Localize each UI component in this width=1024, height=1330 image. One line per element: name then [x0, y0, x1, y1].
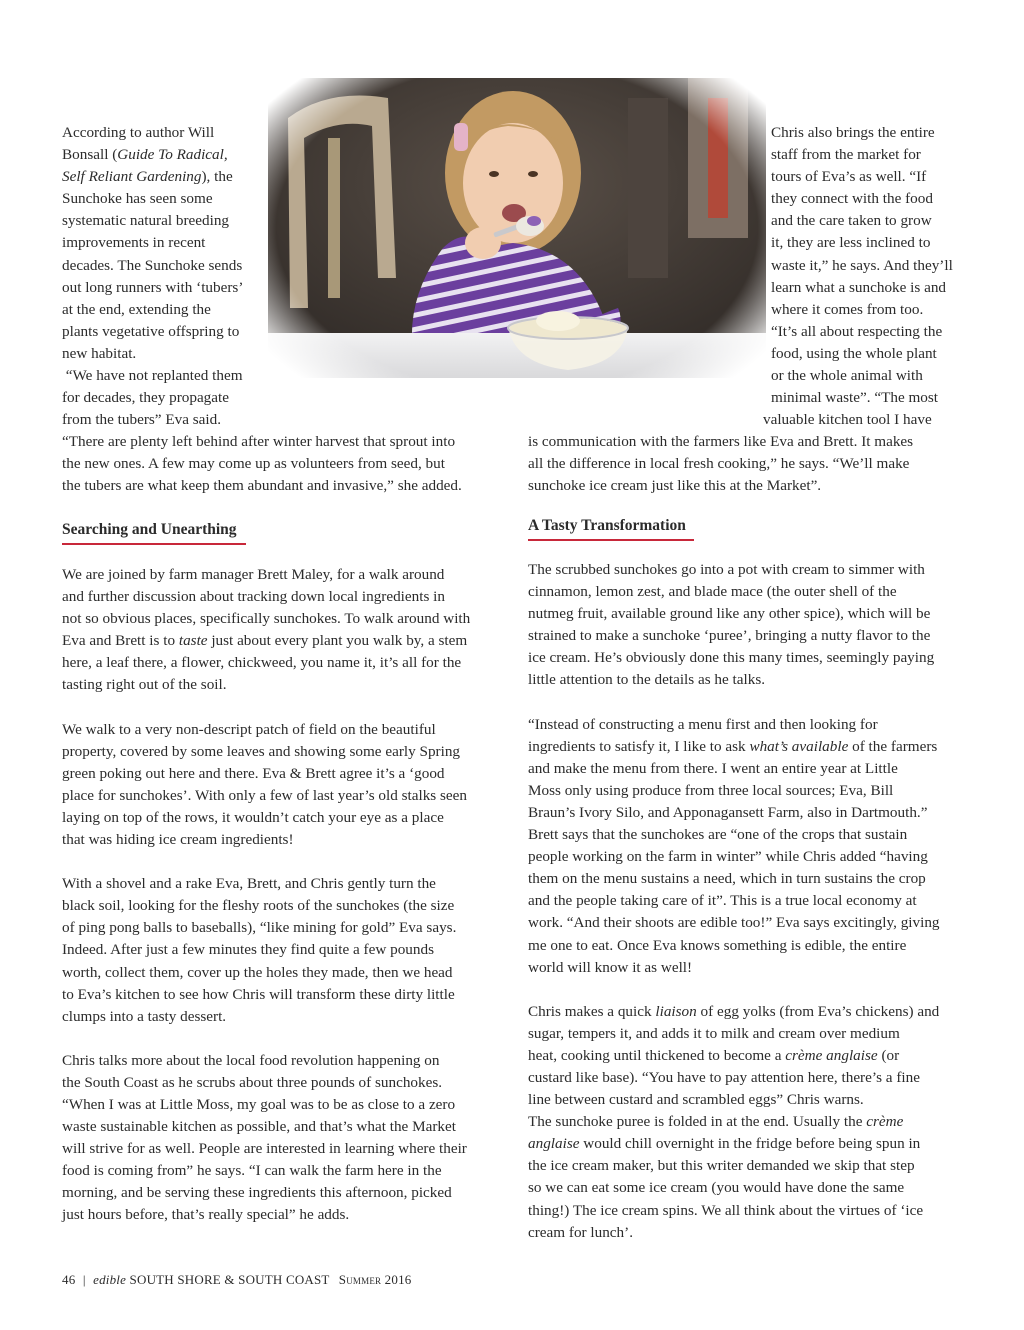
text-line: minimal waste”. “The most — [771, 389, 939, 407]
text-line: anglaise would chill overnight in the fridge before being spun in — [528, 1135, 921, 1153]
text-line: line between custard and scrambled eggs” Chris warns. — [528, 1091, 864, 1109]
text-line: and further discussion about tracking down local ingredients in — [62, 588, 445, 606]
text-line: The scrubbed sunchokes go into a pot with cream to simmer with — [528, 561, 925, 578]
text-line: of ping pong balls to baseballs), “like mining for gold” Eva says. — [62, 919, 457, 937]
text-line: or the whole animal with — [771, 367, 923, 385]
text-line: Chris talks more about the local food revolution happening on — [62, 1051, 440, 1069]
text-line: and the care taken to grow — [771, 212, 932, 230]
text-line: “It’s all about respecting the — [771, 322, 943, 340]
text-line: is communication with the farmers like Eva and Brett. It makes — [528, 433, 914, 450]
text-line: With a shovel and a rake Eva, Brett, and Chris gently turn the — [62, 875, 436, 893]
text-line: “When I was at Little Moss, my goal was to be as close to a zero — [62, 1095, 456, 1113]
text-line: Chris makes a quick liaison of egg yolks (from Eva’s chickens) and — [528, 1002, 940, 1020]
left-column-top-text — [62, 122, 262, 431]
text-line: just hours before, that’s really special” he adds. — [62, 1206, 350, 1224]
right-column-top-text — [763, 122, 971, 431]
text-line: strained to make a sunchoke ‘puree’, bringing a nutty flavor to the — [528, 627, 931, 645]
text-line: clumps into a tasty dessert. — [62, 1007, 227, 1025]
text-line: little attention to the details as he talks. — [528, 671, 766, 689]
heading-text: Searching and Unearthing — [62, 521, 237, 538]
text-line: Chris also brings the entire — [771, 124, 935, 141]
heading-underline — [528, 539, 694, 541]
text-line: morning, and be serving these ingredients this afternoon, picked — [62, 1184, 452, 1202]
text-line: the South Coast as he scrubs about three pounds of sunchokes. — [62, 1073, 443, 1091]
text-line: We are joined by farm manager Brett Maley, for a walk around — [62, 566, 445, 583]
text-line: world will know it as well! — [528, 958, 693, 976]
text-line: sunchoke ice cream just like this at the Market”. — [528, 477, 822, 495]
text-line: out long runners with ‘tubers’ — [62, 278, 244, 296]
text-line: thing!) The ice cream spins. We all think about the virtues of ‘ice — [528, 1201, 924, 1219]
text-line: cream for lunch’. — [528, 1223, 633, 1241]
text-line: it, they are less inclined to — [771, 234, 931, 252]
text-line: all the difference in local fresh cooking,” he says. “We’ll make — [528, 455, 910, 473]
text-line: systematic natural breeding — [62, 212, 230, 230]
text-line: heat, cooking until thickened to become a crème anglaise (or — [528, 1046, 900, 1064]
text-line: the tubers are what keep them abundant and invasive,” she added. — [62, 477, 462, 495]
text-line: for decades, they propagate — [62, 389, 229, 407]
text-line: and the people taking care of it”. This is a true local economy at — [528, 892, 917, 910]
heading-text: A Tasty Transformation — [528, 517, 686, 534]
photo-illustration — [268, 78, 766, 378]
text-line: food, using the whole plant — [771, 344, 937, 362]
text-line: me one to eat. Once Eva knows something is edible, the entire — [528, 936, 907, 954]
section-heading-right — [528, 516, 686, 536]
text-line: worth, collect them, cover up the holes they made, then we head — [62, 963, 453, 981]
text-line: from the tubers” Eva said. — [62, 411, 221, 429]
page-number: 46 — [62, 1272, 76, 1287]
text-line: where it comes from too. — [771, 300, 924, 318]
text-line: and make the menu from there. I went an entire year at Little — [528, 759, 898, 777]
text-line: decades. The Sunchoke sends — [62, 256, 243, 274]
publication-name: SOUTH SHORE & SOUTH COAST — [129, 1272, 330, 1287]
text-line: cinnamon, lemon zest, and blade mace (the outer shell of the — [528, 583, 897, 601]
text-line: staff from the market for — [771, 146, 921, 164]
text-line: According to author Will — [62, 124, 215, 141]
text-line: place for sunchokes’. With only a few of last year’s old stalks seen — [62, 786, 467, 804]
text-line: property, covered by some leaves and showing some early Spring — [62, 742, 461, 760]
text-line: them on the menu sustains a need, which in turn sustains the crop — [528, 870, 926, 888]
text-line: Sunchoke has seen some — [62, 190, 213, 208]
text-line: at the end, extending the — [62, 300, 211, 318]
text-line: to Eva’s kitchen to see how Chris will transform these dirty little — [62, 985, 455, 1003]
section-heading-left — [62, 520, 237, 540]
text-line: green poking out here and there. Eva & Brett agree it’s a ‘good — [62, 764, 445, 782]
text-line: Indeed. After just a few minutes they find quite a few pounds — [62, 941, 434, 959]
text-line: nutmeg fruit, available ground like any other spice), which will be — [528, 605, 931, 623]
text-line: tasting right out of the soil. — [62, 676, 227, 694]
text-line: new habitat. — [62, 344, 137, 362]
text-line: We walk to a very non-descript patch of field on the beautiful — [62, 720, 436, 738]
text-line: waste it,” he says. And they’ll — [771, 256, 953, 274]
text-line: “There are plenty left behind after winter harvest that sprout into — [62, 433, 456, 450]
left-column-wide-text — [62, 431, 502, 497]
text-line: will strive for as well. People are interested in learning where their — [62, 1140, 467, 1158]
text-line: laying on top of the rows, it wouldn’t catch your eye as a place — [62, 808, 444, 826]
brand-name: edible — [93, 1272, 127, 1287]
text-line: Bonsall (Guide To Radical, — [62, 146, 228, 164]
text-line: waste sustainable kitchen as possible, and that’s what the Market — [62, 1118, 456, 1136]
text-line: here, a leaf there, a flower, chickweed, you name it, it’s all for the — [62, 654, 462, 672]
text-line: Self Reliant Gardening), the — [62, 168, 233, 186]
text-line: not so obvious places, specifically sunchokes. To walk around with — [62, 610, 471, 628]
text-line: ingredients to satisfy it, I like to ask what’s available of the farmers — [528, 737, 938, 755]
text-line: Eva and Brett is to taste just about every plant you walk by, a stem — [62, 632, 468, 650]
heading-underline — [62, 543, 246, 545]
text-line: Brett says that the sunchokes are “one of the crops that sustain — [528, 826, 908, 844]
left-column-body — [62, 564, 507, 1227]
text-line: “We have not replanted them — [62, 367, 243, 385]
text-line: “Instead of constructing a menu first and then looking for — [528, 715, 878, 733]
text-line: The sunchoke puree is folded in at the end. Usually the crème — [528, 1113, 904, 1131]
text-line: custard like base). “You have to pay attention here, there’s a fine — [528, 1068, 920, 1086]
text-line: Braun’s Ivory Silo, and Apponagansett Farm, also in Dartmouth.” — [528, 803, 928, 821]
text-line: the ice cream maker, but this writer demanded we skip that step — [528, 1157, 915, 1175]
page-footer — [62, 1272, 411, 1288]
text-line: that was hiding ice cream ingredients! — [62, 831, 294, 849]
right-column-body — [528, 559, 973, 1244]
photo-girl-eating-ice-cream — [268, 78, 766, 378]
text-line: people working on the farm in winter” while Chris added “having — [528, 848, 928, 866]
text-line: food is coming from” he says. “I can walk the farm here in the — [62, 1162, 442, 1180]
text-line: valuable kitchen tool I have — [763, 411, 932, 429]
text-line: black soil, looking for the fleshy roots of the sunchokes (the size — [62, 897, 455, 915]
text-line: improvements in recent — [62, 234, 206, 252]
issue-label: Summer 2016 — [338, 1272, 412, 1287]
right-column-wide-text — [528, 431, 968, 497]
text-line: work. “And their shoots are edible too!” Eva says excitingly, giving — [528, 914, 940, 932]
text-line: tours of Eva’s as well. “If — [771, 168, 927, 186]
footer-separator: | — [82, 1272, 86, 1287]
text-line: so we can eat some ice cream (you would have done the same — [528, 1179, 905, 1197]
text-line: ice cream. He’s obviously done this many times, seemingly paying — [528, 649, 935, 667]
text-line: plants vegetative offspring to — [62, 322, 240, 340]
text-line: sugar, tempers it, and adds it to milk and cream over medium — [528, 1024, 900, 1042]
text-line: Moss only using produce from three local sources; Eva, Bill — [528, 781, 894, 799]
text-line: learn what a sunchoke is and — [771, 278, 947, 296]
text-line: they connect with the food — [771, 190, 933, 208]
text-line: the new ones. A few may come up as volunteers from seed, but — [62, 455, 445, 473]
